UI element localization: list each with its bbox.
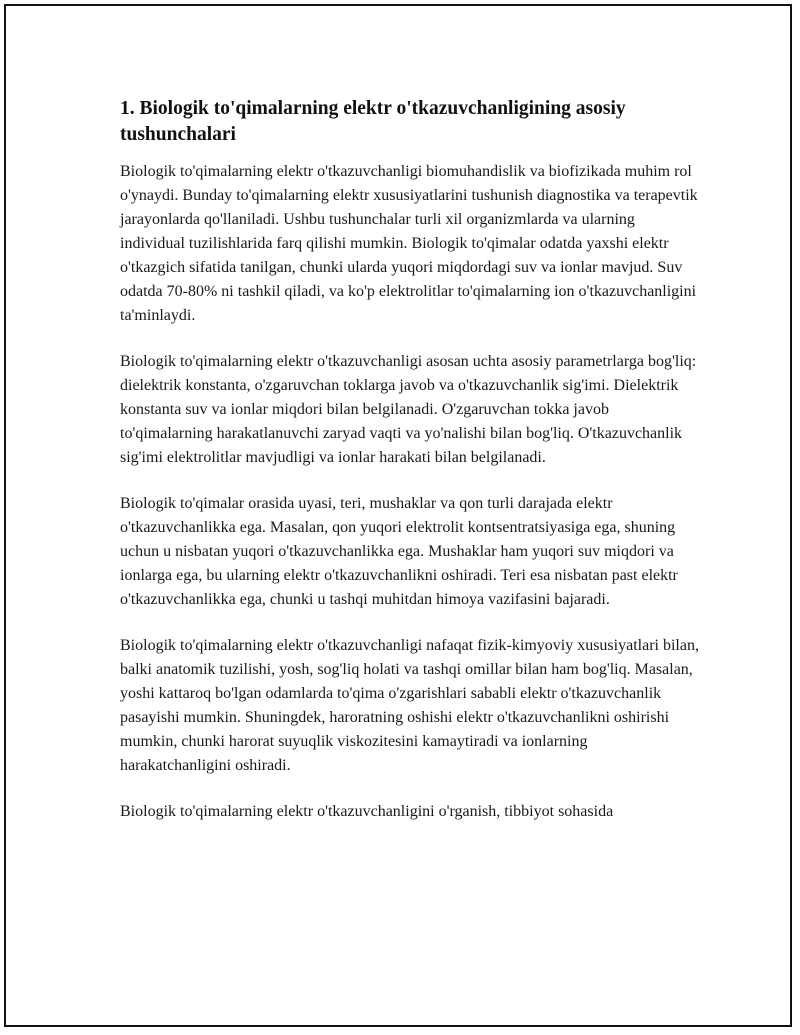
paragraph-4: Biologik to'qimalarning elektr o'tkazuvchanligi nafaqat fizik-kimyoviy xususiyatlari bilan, balki anatomik tuzilishi, yosh, sog'liq holati va tashqi omillar bilan ham bog'liq. Masalan, yoshi kattaroq bo'lgan odamlarda to'qima o'zgarishlari sababli elektr o'tkazuvchanlik pasayishi mumkin. Shuningdek, haroratning oshishi elektr o'tkazuvchanlikni oshirishi mumkin, chunki harorat suyuqlik viskozitesini kamaytiradi va ionlarning harakatchanligini oshiradi. [120, 637, 699, 774]
page-frame [4, 4, 792, 1027]
section-heading: 1. Biologik to'qimalarning elektr o'tkazuvchanligining asosiy tushunchalari [120, 98, 626, 145]
document-body [120, 96, 700, 846]
paragraph-3: Biologik to'qimalar orasida uyasi, teri, mushaklar va qon turli darajada elektr o'tkazuvchanlikka ega. Masalan, qon yuqori elektrolit kontsentratsiyasiga ega, shuning uchun u nisbatan yuqori o'tkazuvchanlikka ega. Mushaklar ham yuqori suv miqdori va ionlarga ega, bu ularning elektr o'tkazuvchanlikni oshiradi. Teri esa nisbatan past elektr o'tkazuvchanlikka ega, chunki u tashqi muhitdan himoya vazifasini bajaradi. [120, 495, 678, 608]
paragraph-5: Biologik to'qimalarning elektr o'tkazuvchanligini o'rganish, tibbiyot sohasida [120, 803, 614, 820]
paragraph-1: Biologik to'qimalarning elektr o'tkazuvchanligi biomuhandislik va biofizikada muhim rol o'ynaydi. Bunday to'qimalarning elektr xususiyatlarini tushunish diagnostika va terapevtik jarayonlarda qo'llaniladi. Ushbu tushunchalar turli xil organizmlarda va ularning individual tuzilishlarida farq qilishi mumkin. Biologik to'qimalar odatda yaxshi elektr o'tkazgich sifatida tanilgan, chunki ularda yuqori miqdordagi suv va ionlar mavjud. Suv odatda 70-80% ni tashkil qiladi, va ko'p elektrolitlar to'qimalarning ion o'tkazuvchanligini ta'minlaydi. [120, 163, 698, 324]
paragraph-2: Biologik to'qimalarning elektr o'tkazuvchanligi asosan uchta asosiy parametrlarga bog'liq: dielektrik konstanta, o'zgaruvchan toklarga javob va o'tkazuvchanlik sig'imi. Dielektrik konstanta suv va ionlar miqdori bilan belgilanadi. O'zgaruvchan tokka javob to'qimalarning harakatlanuvchi zaryad vaqti va yo'nalishi bilan bog'liq. O'tkazuvchanlik sig'imi elektrolitlar mavjudligi va ionlar harakati bilan belgilanadi. [120, 353, 697, 466]
